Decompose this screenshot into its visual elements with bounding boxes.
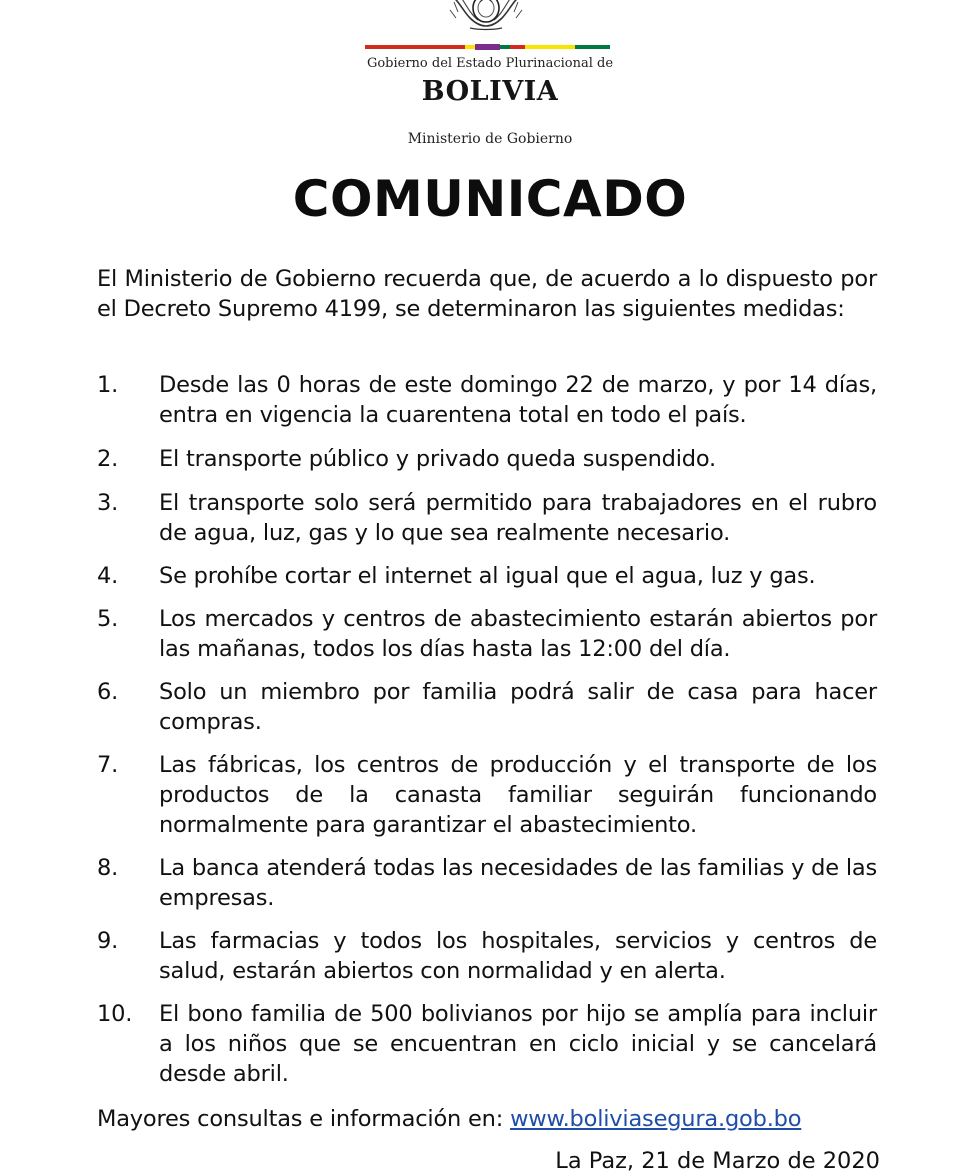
measure-text: La banca atenderá todas las necesidades de las familias y de las empresas. — [159, 855, 877, 911]
dateline: La Paz, 21 de Marzo de 2020 — [555, 1148, 880, 1174]
tricolor-rule — [365, 44, 610, 50]
website-link[interactable]: www.boliviasegura.gob.bo — [510, 1106, 802, 1132]
flag-stripe-yellow-right — [525, 45, 575, 49]
measure-number: 5. — [97, 606, 119, 632]
measure-number: 4. — [97, 563, 119, 589]
country-name: BOLIVIA — [421, 76, 559, 107]
measure-text: Se prohíbe cortar el internet al igual que el agua, luz y gas. — [159, 563, 816, 589]
flag-stripe-green-right — [575, 45, 610, 49]
letterhead — [0, 0, 980, 160]
flag-stripe-purple — [475, 44, 500, 50]
intro-paragraph: El Ministerio de Gobierno recuerda que, de acuerdo a lo dispuesto por el Decreto Supremo 4199, se determinaron las siguientes medidas: — [97, 266, 877, 322]
coat-of-arms-icon — [440, 0, 532, 32]
ministry-name: Ministerio de Gobierno — [407, 131, 573, 147]
flag-stripe-red — [365, 45, 465, 49]
measure-text: Las fábricas, los centros de producción y el transporte de los productos de la canasta familiar seguirán funcionando normalmente para garantizar el abastecimiento. — [159, 752, 877, 838]
contact-text: Mayores consultas e información en: — [97, 1106, 504, 1132]
government-line: Gobierno del Estado Plurinacional de — [366, 56, 614, 71]
measure-text: El bono familia de 500 bolivianos por hijo se amplía para incluir a los niños que se encuentran en ciclo inicial y se cancelará desde abril. — [159, 1001, 877, 1087]
measure-text: Solo un miembro por familia podrá salir de casa para hacer compras. — [159, 679, 877, 735]
flag-stripe-green — [500, 45, 510, 49]
measure-number: 1. — [97, 372, 119, 398]
measure-number: 6. — [97, 679, 119, 705]
measure-number: 8. — [97, 855, 119, 881]
contact-line — [97, 1104, 877, 1134]
measure-text: Desde las 0 horas de este domingo 22 de marzo, y por 14 días, entra en vigencia la cuarentena total en todo el país. — [159, 372, 877, 428]
flag-stripe-yellow — [465, 45, 475, 49]
document-title: COMUNICADO — [292, 170, 688, 228]
measure-number: 3. — [97, 490, 119, 516]
measure-number: 2. — [97, 446, 119, 472]
measure-text: El transporte público y privado queda suspendido. — [159, 446, 716, 472]
measure-text: Los mercados y centros de abastecimiento estarán abiertos por las mañanas, todos los días hasta las 12:00 del día. — [159, 606, 877, 662]
measure-text: Las farmacias y todos los hospitales, servicios y centros de salud, estarán abiertos con normalidad y en alerta. — [159, 928, 877, 984]
measure-number: 10. — [97, 1001, 133, 1027]
measure-number: 7. — [97, 752, 119, 778]
measure-text: El transporte solo será permitido para trabajadores en el rubro de agua, luz, gas y lo que sea realmente necesario. — [159, 490, 877, 546]
measure-number: 9. — [97, 928, 119, 954]
